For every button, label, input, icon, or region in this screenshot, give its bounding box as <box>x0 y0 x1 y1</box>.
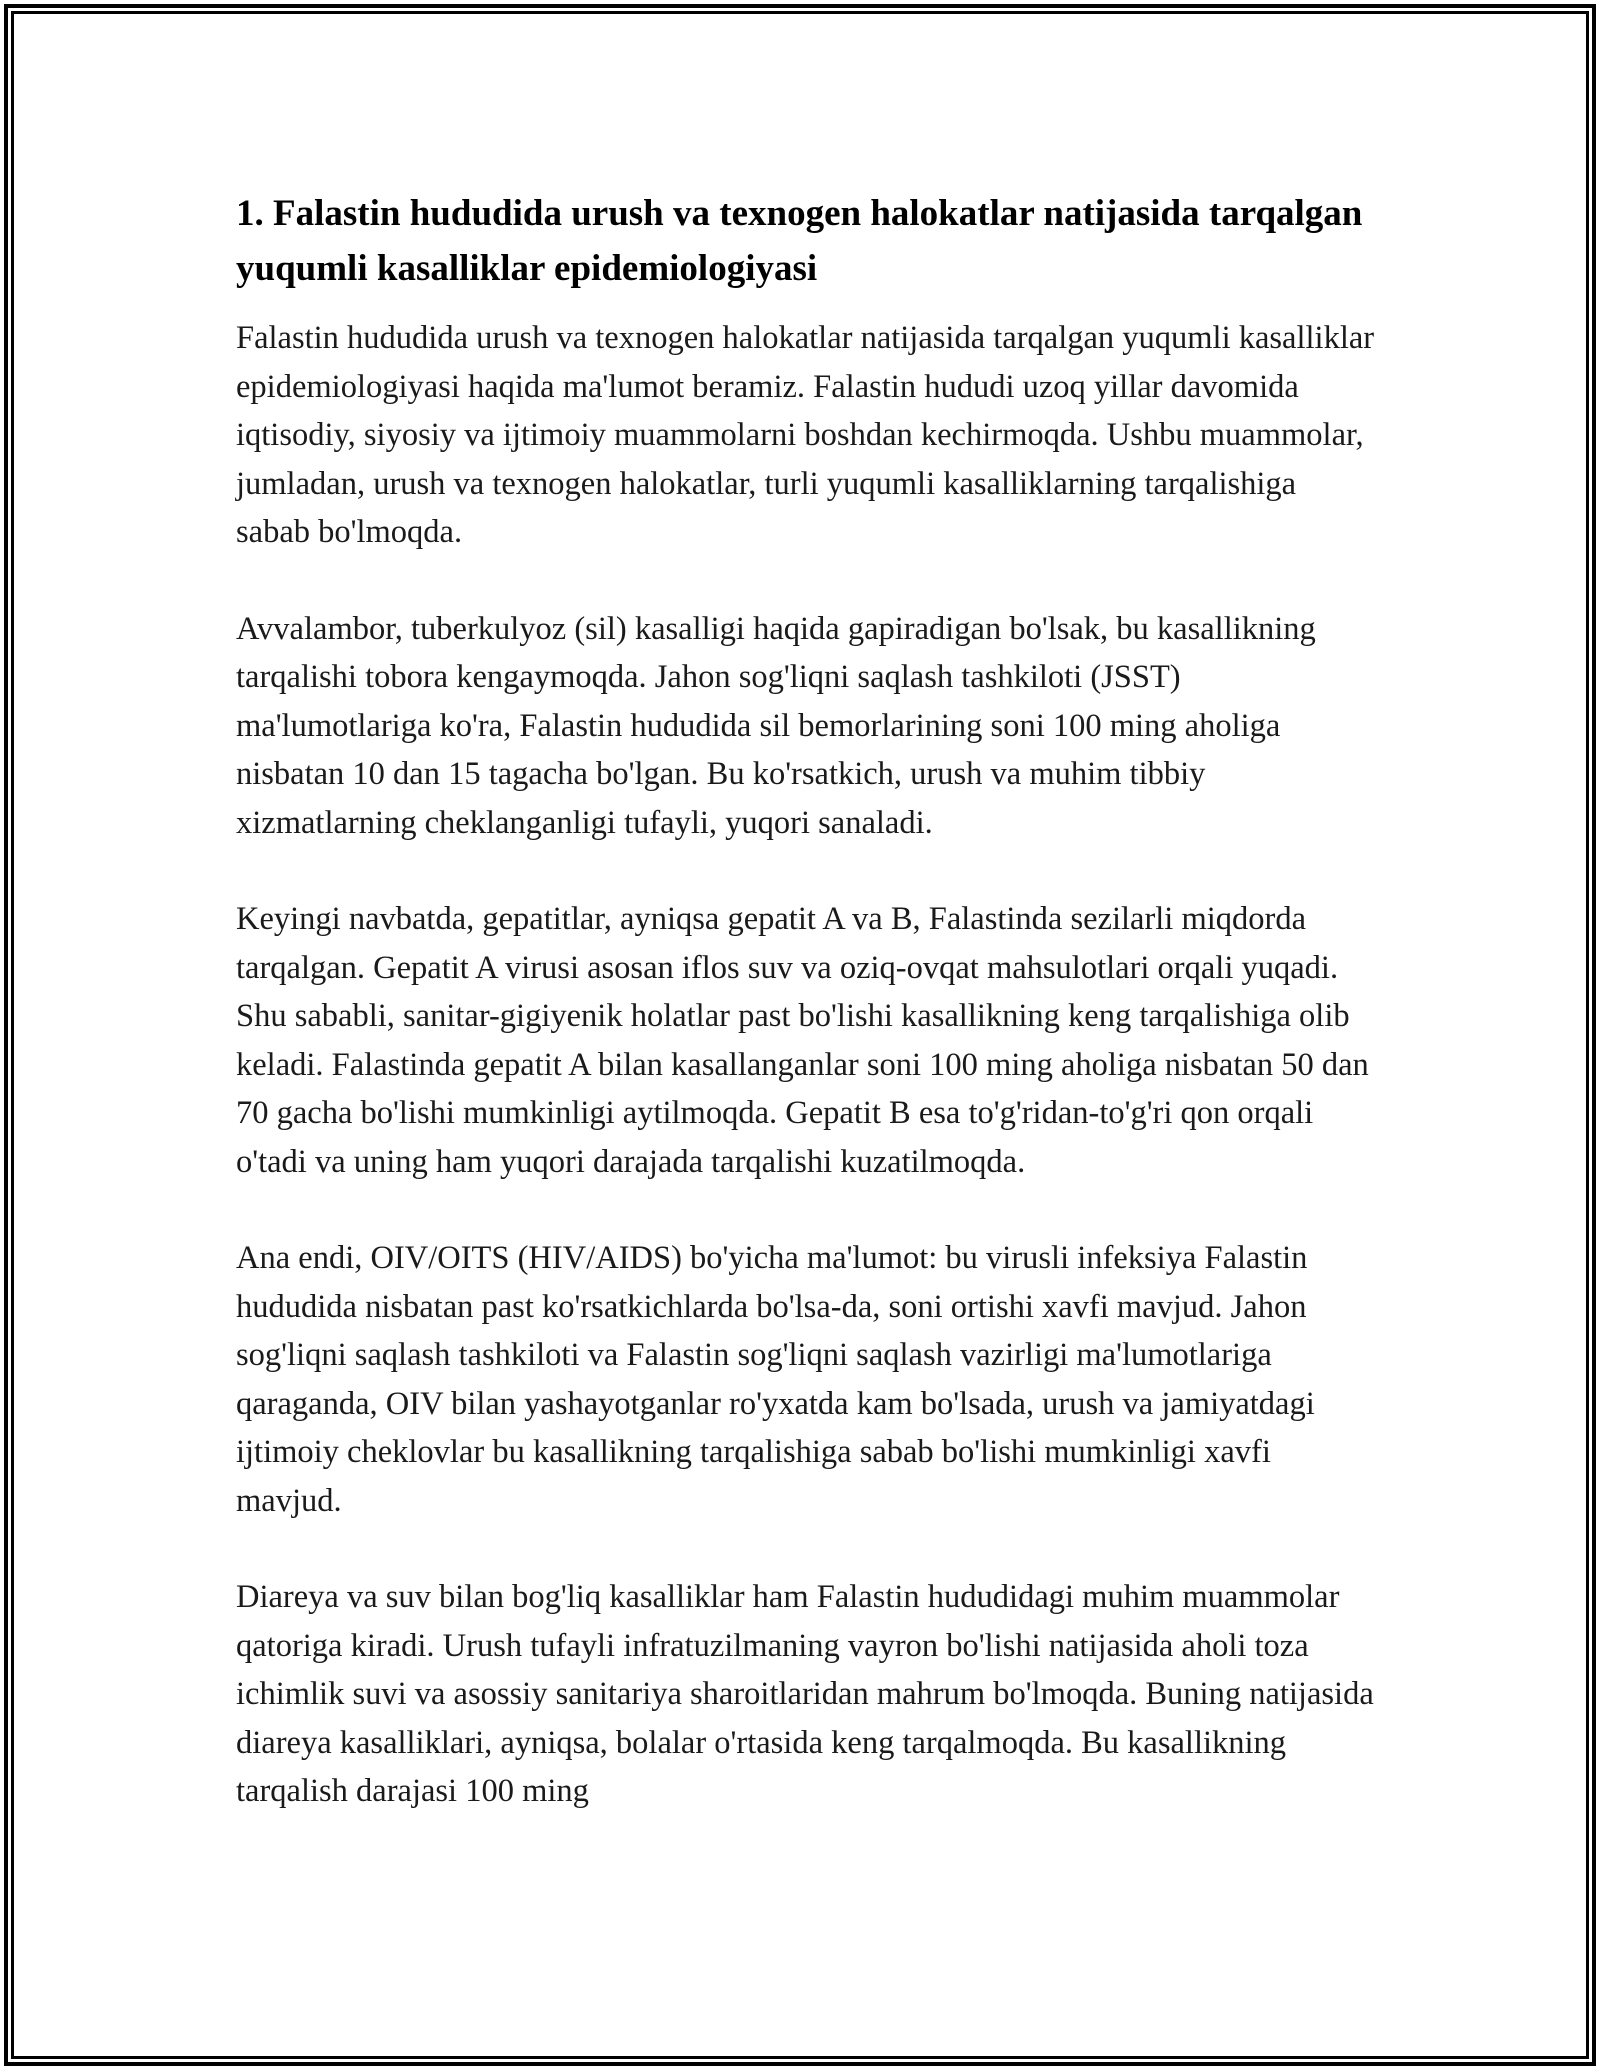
paragraph-hiv-aids: Ana endi, OIV/OITS (HIV/AIDS) bo'yicha ma'lumot: bu virusli infeksiya Falastin hududida nisbatan past ko'rsatkichlarda bo'lsa-da, soni ortishi xavfi mavjud. Jahon sog'liqni saqlash tashkiloti va Falastin sog'liqni saqlash vazirligi ma'lumotlariga qaraganda, OIV bilan yashayotganlar ro'yxatda kam bo'lsada, urush va jamiyatdagi ijtimoiy cheklovlar bu kasallikning tarqalishiga sabab bo'lishi mumkinligi xavfi mavjud. <box>236 1240 1315 1519</box>
document-body <box>236 186 1376 1864</box>
paragraph-intro: Falastin hududida urush va texnogen halokatlar natijasida tarqalgan yuqumli kasalliklar epidemiologiyasi haqida ma'lumot beramiz. Falastin hududi uzoq yillar davomida iqtisodiy, siyosiy va ijtimoiy muammolarni boshdan kechirmoqda. Ushbu muammolar, jumladan, urush va texnogen halokatlar, turli yuqumli kasalliklarning tarqalishiga sabab bo'lmoqda. <box>236 320 1375 550</box>
paragraph-diarrhea: Diareya va suv bilan bog'liq kasalliklar ham Falastin hududidagi muhim muammolar qatoriga kiradi. Urush tufayli infratuzilmaning vayron bo'lishi natijasida aholi toza ichimlik suvi va asossiy sanitariya sharoitlaridan mahrum bo'lmoqda. Buning natijasida diareya kasalliklari, ayniqsa, bolalar o'rtasida keng tarqalmoqda. Bu kasallikning tarqalish darajasi 100 ming <box>236 1579 1374 1809</box>
section-heading: 1. Falastin hududida urush va texnogen halokatlar natijasida tarqalgan yuqumli kasalliklar epidemiologiyasi <box>236 193 1363 289</box>
paragraph-hepatitis: Keyingi navbatda, gepatitlar, ayniqsa gepatit A va B, Falastinda sezilarli miqdorda tarqalgan. Gepatit A virusi asosan iflos suv va oziq-ovqat mahsulotlari orqali yuqadi. Shu sababli, sanitar-gigiyenik holatlar past bo'lishi kasallikning keng tarqalishiga olib keladi. Falastinda gepatit A bilan kasallanganlar soni 100 ming aholiga nisbatan 50 dan 70 gacha bo'lishi mumkinligi aytilmoqda. Gepatit B esa to'g'ridan-to'g'ri qon orqali o'tadi va uning ham yuqori darajada tarqalishi kuzatilmoqda. <box>236 901 1369 1180</box>
paragraph-tuberculosis: Avvalambor, tuberkulyoz (sil) kasalligi haqida gapiradigan bo'lsak, bu kasallikning tarqalishi tobora kengaymoqda. Jahon sog'liqni saqlash tashkiloti (JSST) ma'lumotlariga ko'ra, Falastin hududida sil bemorlarining soni 100 ming aholiga nisbatan 10 dan 15 tagacha bo'lgan. Bu ko'rsatkich, urush va muhim tibbiy xizmatlarning cheklanganligi tufayli, yuqori sanaladi. <box>236 610 1316 841</box>
